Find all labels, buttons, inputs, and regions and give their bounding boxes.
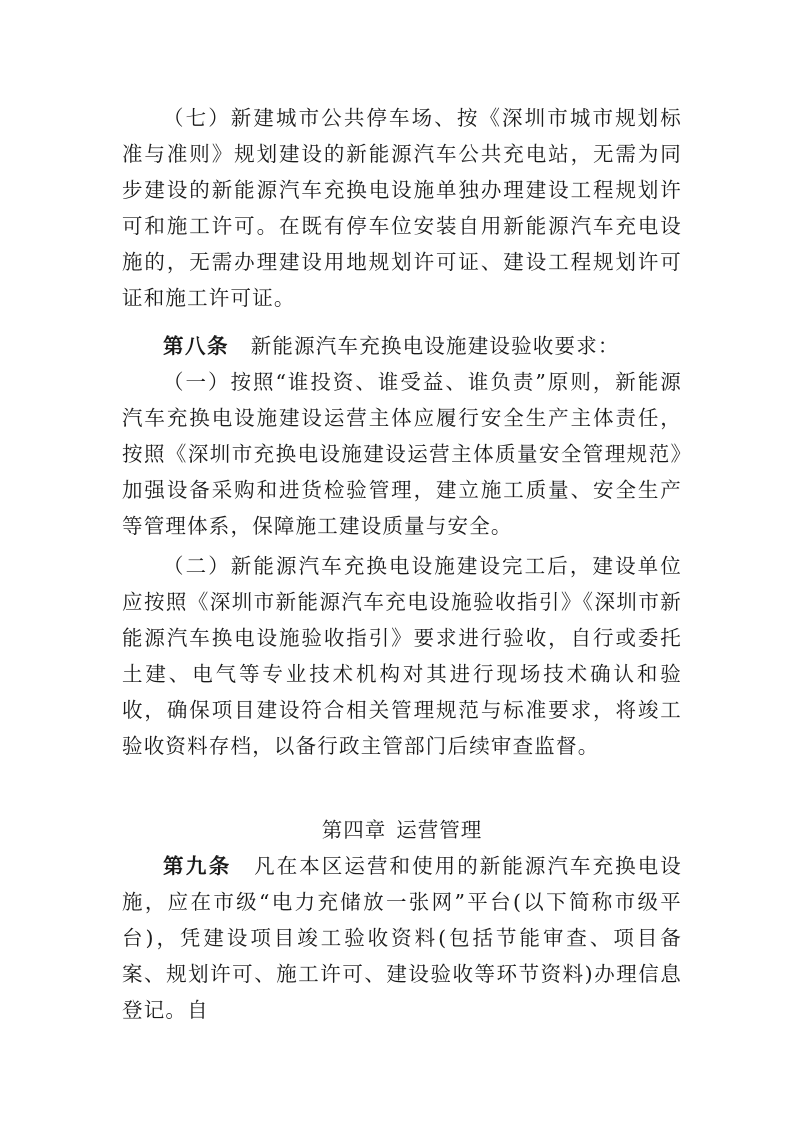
chapter-number: 第四章 <box>321 818 387 842</box>
paragraph-article-8-item-1 <box>122 364 682 544</box>
paragraph-item-7 <box>122 100 682 316</box>
paragraph-text: （一）按照“谁投资、谁受益、谁负责”原则，新能源汽车充换电设施建设运营主体应履行安全生产主体责任，按照《深圳市充换电设施建设运营主体质量安全管理规范》加强设备采购和进货检验管理，建立施工质量、安全生产等管理体系，保障施工建设质量与安全。 <box>122 370 682 538</box>
paragraph-article-8 <box>122 328 682 364</box>
paragraph-text: 凡在本区运营和使用的新能源汽车充换电设施，应在市级“电力充储放一张网”平台(以下简称市级平台)，凭建设项目竣工验收资料(包括节能审查、项目备案、规划许可、施工许可、建设验收等环节资料)办理信息登记。自 <box>122 854 682 1022</box>
chapter-heading <box>122 812 682 848</box>
paragraph-text: （七）新建城市公共停车场、按《深圳市城市规划标准与准则》规划建设的新能源汽车公共充电站，无需为同步建设的新能源汽车充换电设施单独办理建设工程规划许可和施工许可。在既有停车位安装自用新能源汽车充电设施的，无需办理建设用地规划许可证、建设工程规划许可证和施工许可证。 <box>122 106 682 310</box>
chapter-title: 运营管理 <box>396 818 483 842</box>
paragraph-article-9 <box>122 848 682 1028</box>
article-label: 第八条 <box>163 334 229 358</box>
article-label: 第九条 <box>163 854 232 878</box>
article-spacer <box>232 854 254 878</box>
paragraph-text: （二）新能源汽车充换电设施建设完工后，建设单位应按照《深圳市新能源汽车充电设施验收指引》《深圳市新能源汽车换电设施验收指引》要求进行验收，自行或委托土建、电气等专业技术机构对其进行现场技术确认和验收，确保项目建设符合相关管理规范与标准要求，将竣工验收资料存档，以备行政主管部门后续审查监督。 <box>122 554 682 758</box>
article-spacer <box>229 334 251 358</box>
paragraph-text: 新能源汽车充换电设施建设验收要求： <box>250 334 620 358</box>
paragraph-article-8-item-2 <box>122 548 682 764</box>
